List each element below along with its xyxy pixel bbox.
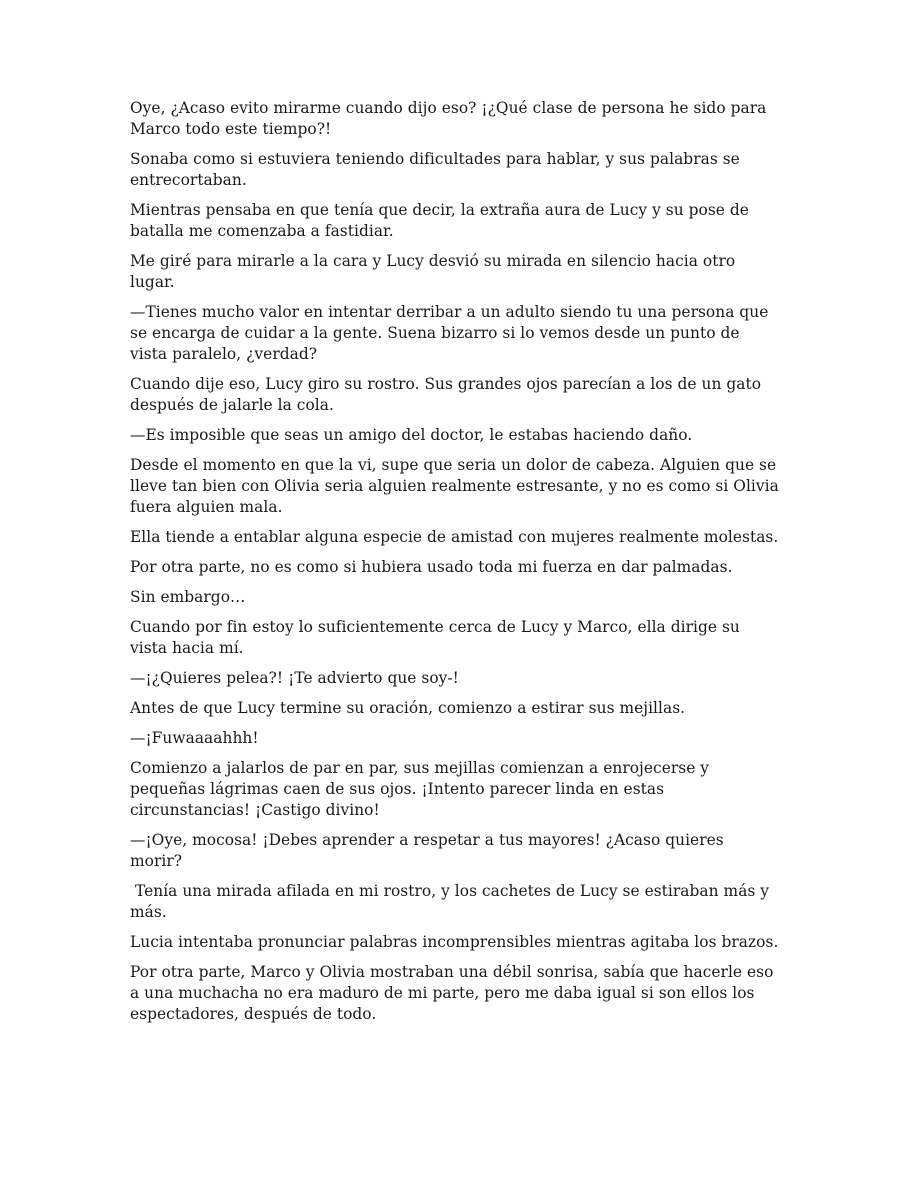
paragraph: Ella tiende a entablar alguna especie de amistad con mujeres realmente molestas. — [130, 528, 779, 546]
paragraph: Por otra parte, no es como si hubiera usado toda mi fuerza en dar palmadas. — [130, 558, 733, 576]
paragraph: Sonaba como si estuviera teniendo dificultades para hablar, y sus palabras se entrecortaban. — [130, 150, 745, 189]
paragraph: Oye, ¿Acaso evito mirarme cuando dijo eso? ¡¿Qué clase de persona he sido para Marco todo este tiempo?! — [130, 99, 772, 138]
document-page — [130, 98, 784, 1034]
paragraph: Mientras pensaba en que tenía que decir, la extraña aura de Lucy y su pose de batalla me comenzaba a fastidiar. — [130, 201, 754, 240]
paragraph: Lucia intentaba pronunciar palabras incomprensibles mientras agitaba los brazos. — [130, 933, 779, 951]
paragraph: Sin embargo… — [130, 588, 246, 606]
paragraph: Me giré para mirarle a la cara y Lucy desvió su mirada en silencio hacia otro lugar. — [130, 252, 741, 291]
paragraph: Por otra parte, Marco y Olivia mostraban una débil sonrisa, sabía que hacerle eso a una muchacha no era maduro de mi parte, pero me daba igual si son ellos los espectadores, después de todo. — [130, 963, 779, 1023]
paragraph: —¡Oye, mocosa! ¡Debes aprender a respetar a tus mayores! ¿Acaso quieres morir? — [130, 831, 729, 870]
paragraph: Desde el momento en que la vi, supe que seria un dolor de cabeza. Alguien que se lleve tan bien con Olivia seria alguien realmente estresante, y no es como si Olivia fuera alguien mala. — [130, 456, 784, 516]
paragraph: —¡Fuwaaaahhh! — [130, 729, 259, 747]
paragraph: —Es imposible que seas un amigo del doctor, le estabas haciendo daño. — [130, 426, 693, 444]
paragraph: Antes de que Lucy termine su oración, comienzo a estirar sus mejillas. — [130, 699, 686, 717]
paragraph: Cuando dije eso, Lucy giro su rostro. Sus grandes ojos parecían a los de un gato después de jalarle la cola. — [130, 375, 767, 414]
paragraph: Comienzo a jalarlos de par en par, sus mejillas comienzan a enrojecerse y pequeñas lágrimas caen de sus ojos. ¡Intento parecer linda en estas circunstancias! ¡Castigo divino! — [130, 759, 715, 819]
paragraph: Cuando por fin estoy lo suficientemente cerca de Lucy y Marco, ella dirige su vista hacia mí. — [130, 618, 745, 657]
paragraph: —¡¿Quieres pelea?! ¡Te advierto que soy-! — [130, 669, 459, 687]
paragraph: Tenía una mirada afilada en mi rostro, y los cachetes de Lucy se estiraban más y más. — [130, 882, 775, 921]
paragraph: —Tienes mucho valor en intentar derribar a un adulto siendo tu una persona que se encarga de cuidar a la gente. Suena bizarro si lo vemos desde un punto de vista paralelo, ¿verdad? — [130, 303, 774, 363]
